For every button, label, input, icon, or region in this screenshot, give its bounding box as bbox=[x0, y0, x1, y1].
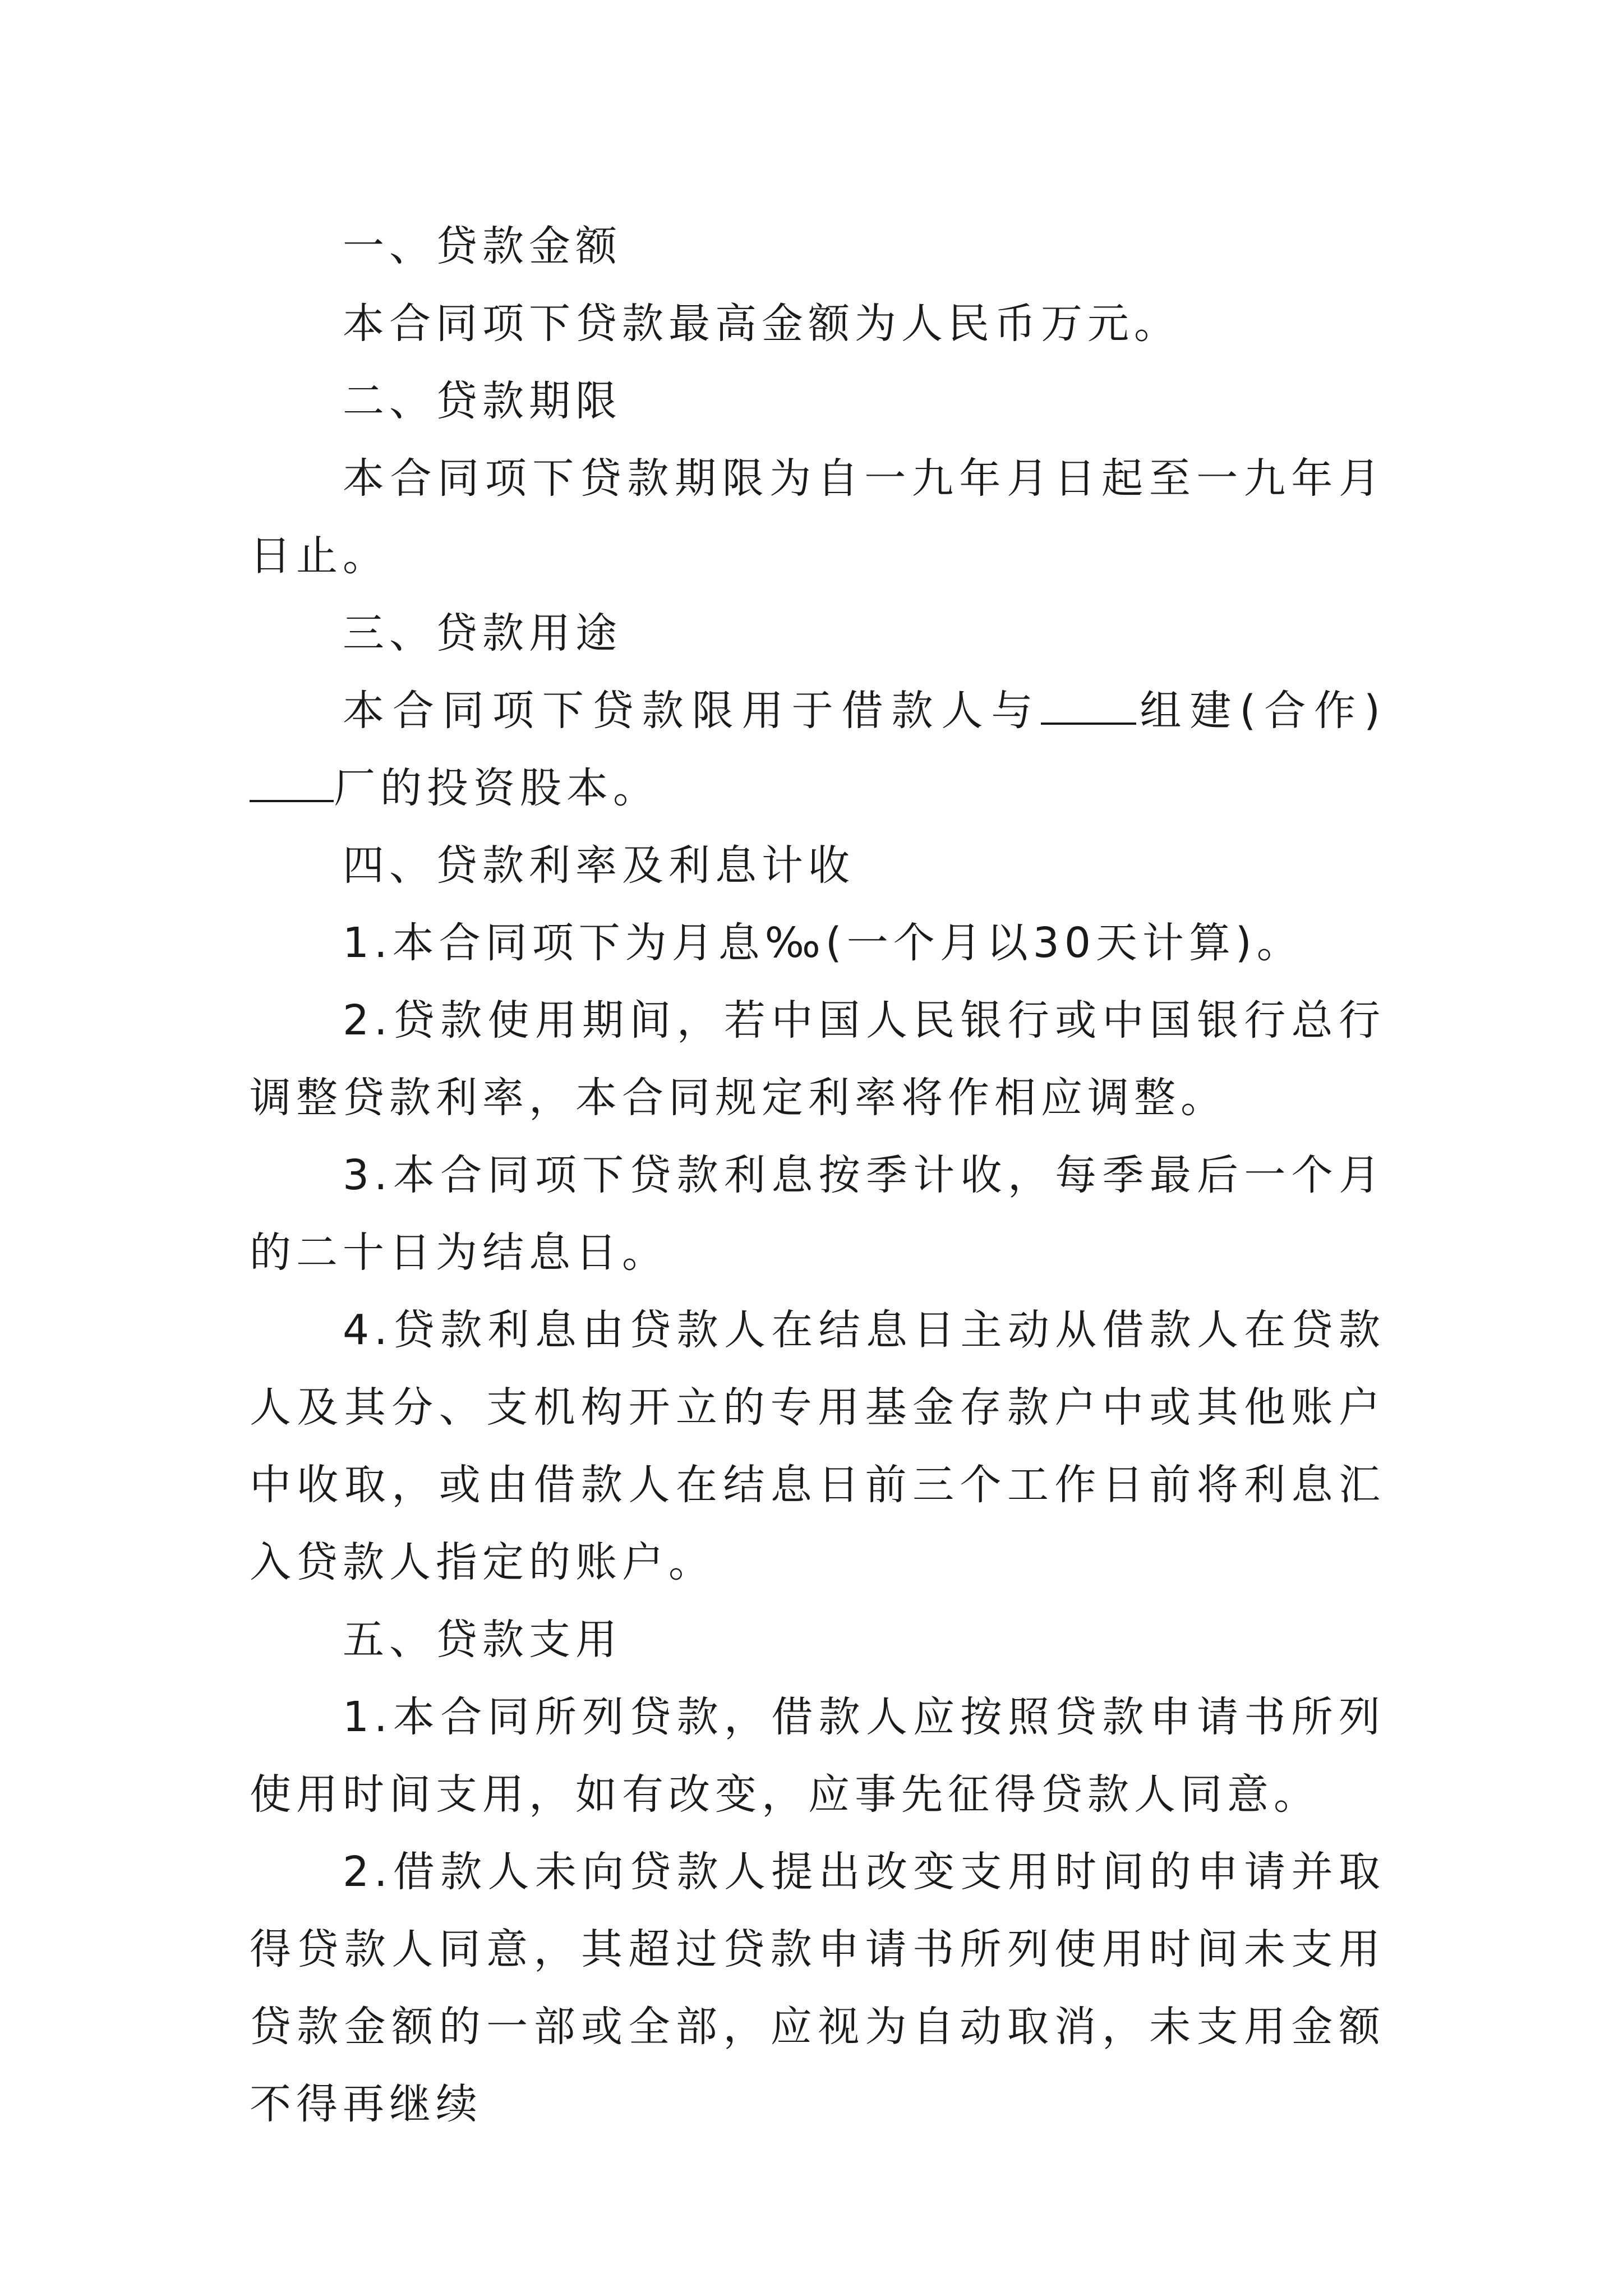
paragraph: 本合同项下贷款期限为自一九年月日起至一九年月日止。 bbox=[250, 454, 1385, 580]
purpose-text-2: 组建(合作) bbox=[1136, 687, 1385, 735]
contract-page bbox=[250, 208, 1385, 2143]
section-heading: 二、贷款期限 bbox=[343, 377, 622, 425]
paragraph: 2.借款人未向贷款人提出改变支用时间的申请并取得贷款人同意，其超过贷款申请书所列使用时间未支用贷款金额的一部或全部，应视为自动取消，未支用金额不得再继续 bbox=[250, 1848, 1385, 2128]
paragraph: 4.贷款利息由贷款人在结息日主动从借款人在贷款人及其分、支机构开立的专用基金存款户中或其他账户中收取，或由借款人在结息日前三个工作日前将利息汇入贷款人指定的账户。 bbox=[250, 1306, 1385, 1586]
paragraph: 1.本合同项下为月息‰(一个月以30天计算)。 bbox=[343, 919, 1303, 967]
paragraph-purpose bbox=[250, 672, 1385, 827]
section-heading: 三、贷款用途 bbox=[343, 609, 622, 657]
paragraph: 3.本合同项下贷款利息按季计收，每季最后一个月的二十日为结息日。 bbox=[250, 1151, 1385, 1277]
purpose-text-3: 厂的投资股本。 bbox=[334, 764, 660, 812]
blank-line bbox=[250, 766, 334, 802]
paragraph: 1.本合同所列贷款，借款人应按照贷款申请书所列使用时间支用，如有改变，应事先征得贷款人同意。 bbox=[250, 1693, 1385, 1819]
paragraph: 本合同项下贷款最高金额为人民币万元。 bbox=[343, 300, 1181, 348]
section-heading: 一、贷款金额 bbox=[343, 222, 622, 270]
section-heading: 四、贷款利率及利息计收 bbox=[343, 841, 855, 890]
section-heading: 五、贷款支用 bbox=[343, 1616, 622, 1664]
purpose-text-1: 本合同项下贷款限用于借款人与 bbox=[343, 687, 1041, 735]
paragraph: 2.贷款使用期间，若中国人民银行或中国银行总行调整贷款利率，本合同规定利率将作相应调整。 bbox=[250, 996, 1385, 1122]
blank-line bbox=[1041, 689, 1136, 725]
